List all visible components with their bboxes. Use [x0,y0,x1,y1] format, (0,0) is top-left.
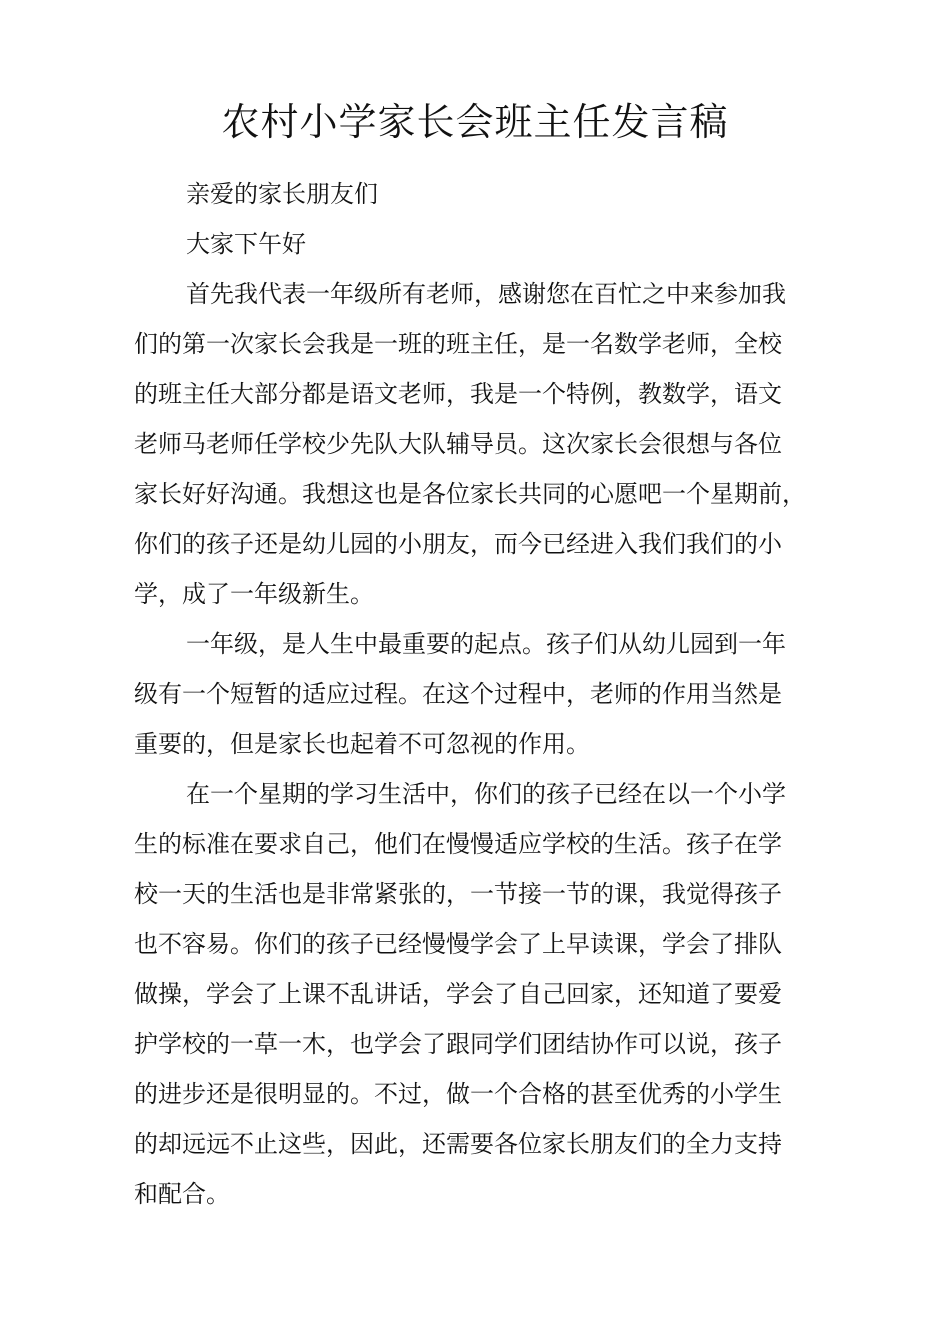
paragraph-line: 的班主任大部分都是语文老师，我是一个特例，教数学，语文 [134,380,782,408]
paragraph-line: 一年级，是人生中最重要的起点。孩子们从幼儿园到一年 [186,630,786,658]
paragraph-line: 的却远远不止这些，因此，还需要各位家长朋友们的全力支持 [134,1130,782,1158]
paragraph-line: 你们的孩子还是幼儿园的小朋友，而今已经进入我们我们的小 [134,530,782,558]
paragraph-line: 在一个星期的学习生活中，你们的孩子已经在以一个小学 [186,780,786,808]
paragraph-line: 级有一个短暂的适应过程。在这个过程中，老师的作用当然是 [134,680,782,708]
paragraph-line: 学，成了一年级新生。 [134,580,374,608]
paragraph-line: 家长好好沟通。我想这也是各位家长共同的心愿吧一个星期前， [134,480,806,508]
paragraph-line: 生的标准在要求自己，他们在慢慢适应学校的生活。孩子在学 [134,830,782,858]
paragraph-line: 首先我代表一年级所有老师，感谢您在百忙之中来参加我 [186,280,786,308]
document-title: 农村小学家长会班主任发言稿 [221,100,729,144]
paragraph-line: 和配合。 [134,1180,230,1208]
paragraph-line: 做操，学会了上课不乱讲话，学会了自己回家，还知道了要爱 [134,980,782,1008]
paragraph-line: 也不容易。你们的孩子已经慢慢学会了上早读课，学会了排队 [134,930,782,958]
paragraph-line: 校一天的生活也是非常紧张的，一节接一节的课，我觉得孩子 [134,880,782,908]
greeting-line: 大家下午好 [186,230,306,258]
greeting-line: 亲爱的家长朋友们 [186,180,378,208]
paragraph-line: 护学校的一草一木，也学会了跟同学们团结协作可以说，孩子 [134,1030,782,1058]
paragraph-line: 老师马老师任学校少先队大队辅导员。这次家长会很想与各位 [134,430,782,458]
paragraph-line: 的进步还是很明显的。不过，做一个合格的甚至优秀的小学生 [134,1080,782,1108]
paragraph-line: 重要的，但是家长也起着不可忽视的作用。 [134,730,590,758]
paragraph-line: 们的第一次家长会我是一班的班主任，是一名数学老师，全校 [134,330,782,358]
